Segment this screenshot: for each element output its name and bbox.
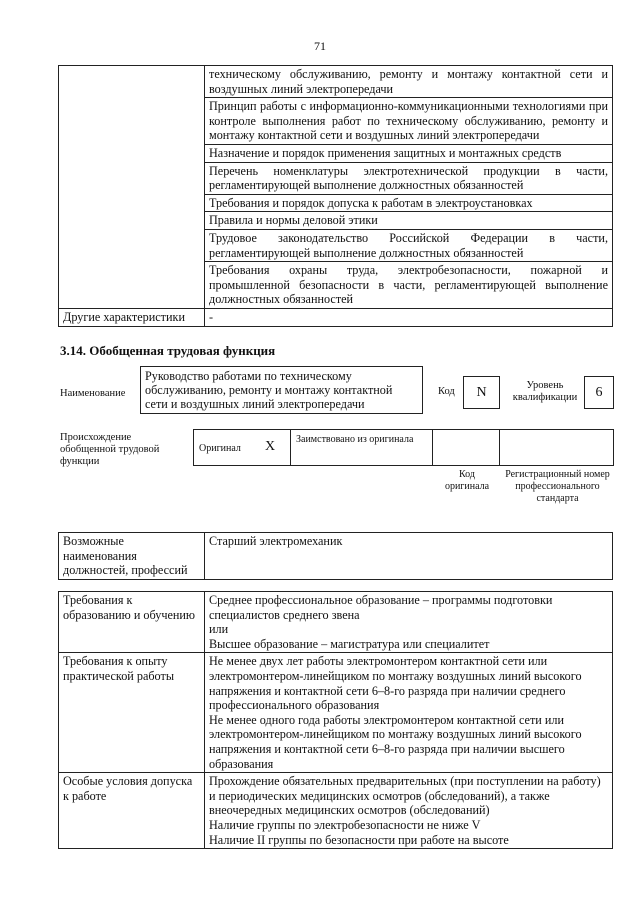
table-cell: Перечень номенклатуры электротехнической продукции в части, регламентирующей выполнение должностных обязанностей: [205, 162, 613, 194]
experience-line: Не менее одного года работы электромонтером контактной сети или электромонтером-линейщиком по монтажу воздушных линий высокого напряжения и контактной сети 6–8-го разряда при наличии высшего образования: [209, 712, 582, 771]
origin-label: Происхождение обобщенной трудовой функции: [60, 432, 160, 467]
section-heading: 3.14. Обобщенная трудовая функция: [60, 343, 276, 358]
positions-table: [58, 532, 613, 580]
table-row: [59, 533, 613, 580]
experience-label: Требования к опыту практической работы: [59, 653, 205, 773]
admission-line: Наличие II группы по безопасности при работе на высоте: [209, 832, 509, 847]
original-mark: X: [265, 439, 276, 454]
reg-number-box: [499, 429, 614, 466]
table-cell: Требования и порядок допуска к работам в электроустановках: [205, 194, 613, 212]
borrowed-label: Заимствовано из оригинала: [296, 434, 414, 445]
education-line: Среднее профессиональное образование – программы подготовки специалистов среднего звена: [209, 593, 553, 622]
level-value: 6: [584, 376, 614, 409]
experience-line: Не менее двух лет работы электромонтером контактной сети или электромонтером-линейщиком по монтажу воздушных линий высокого напряжения и контактной сети 6–8-го разряда при наличии среднего профессионального образования: [209, 654, 582, 713]
education-line: Высшее образование – магистратура или специалитет: [209, 636, 490, 651]
education-value: [205, 592, 613, 653]
original-label: Оригинал: [199, 443, 241, 454]
table-row: [59, 592, 613, 653]
table-cell: Назначение и порядок применения защитных и монтажных средств: [205, 144, 613, 162]
table-cell: техническому обслуживанию, ремонту и монтажу контактной сети и воздушных линий электропередачи: [205, 66, 613, 98]
table-cell: Трудовое законодательство Российской Федерации в части, регламентирующей выполнение должностных обязанностей: [205, 229, 613, 261]
knowledge-table: [58, 65, 613, 327]
admission-label: Особые условия допуска к работе: [59, 773, 205, 849]
table-cell: Принцип работы с информационно-коммуникационными технологиями при контроле выполнения работ по техническому обслуживанию, ремонту и монтажу контактной сети и воздушных линий электропередачи: [205, 98, 613, 145]
admission-line: Наличие группы по электробезопасности не ниже V: [209, 817, 481, 832]
table-row: [59, 308, 613, 326]
code-original-box: [432, 429, 500, 466]
name-value-box: [140, 366, 423, 414]
experience-value: [205, 653, 613, 773]
admission-value: [205, 773, 613, 849]
education-line: или: [209, 622, 229, 637]
code-label: Код: [438, 386, 455, 397]
table-cell: Правила и нормы деловой этики: [205, 212, 613, 230]
table-row: [59, 653, 613, 773]
table-row: [59, 66, 613, 98]
positions-label: Возможные наименования должностей, профессий: [59, 533, 205, 580]
admission-line: Прохождение обязательных предварительных (при поступлении на работу) и периодических медицинских осмотров (обследований), а также внеочередных медицинских осмотров (обследований): [209, 774, 601, 818]
level-label: Уровень квалификации: [512, 380, 578, 403]
page-number: 71: [314, 39, 326, 53]
other-characteristics-label: Другие характеристики: [59, 308, 205, 326]
table-cell: Требования охраны труда, электробезопасности, пожарной и промышленной безопасности в части, регламентирующей выполнение должностных обязанностей: [205, 262, 613, 309]
code-value: N: [463, 376, 500, 409]
table-cell-empty: [59, 66, 205, 309]
code-original-label: Код оригинала: [444, 469, 490, 492]
education-label: Требования к образованию и обучению: [59, 592, 205, 653]
table-row: [59, 773, 613, 849]
other-characteristics-value: -: [205, 308, 613, 326]
positions-value: Старший электромеханик: [205, 533, 613, 580]
requirements-table: [58, 591, 613, 849]
reg-number-label: Регистрационный номер профессионального стандарта: [505, 469, 610, 504]
name-label: Наименование: [60, 388, 126, 399]
name-value: Руководство работами по техническому обслуживанию, ремонту и монтажу контактной сети и воздушных линий электропередачи: [145, 369, 393, 412]
